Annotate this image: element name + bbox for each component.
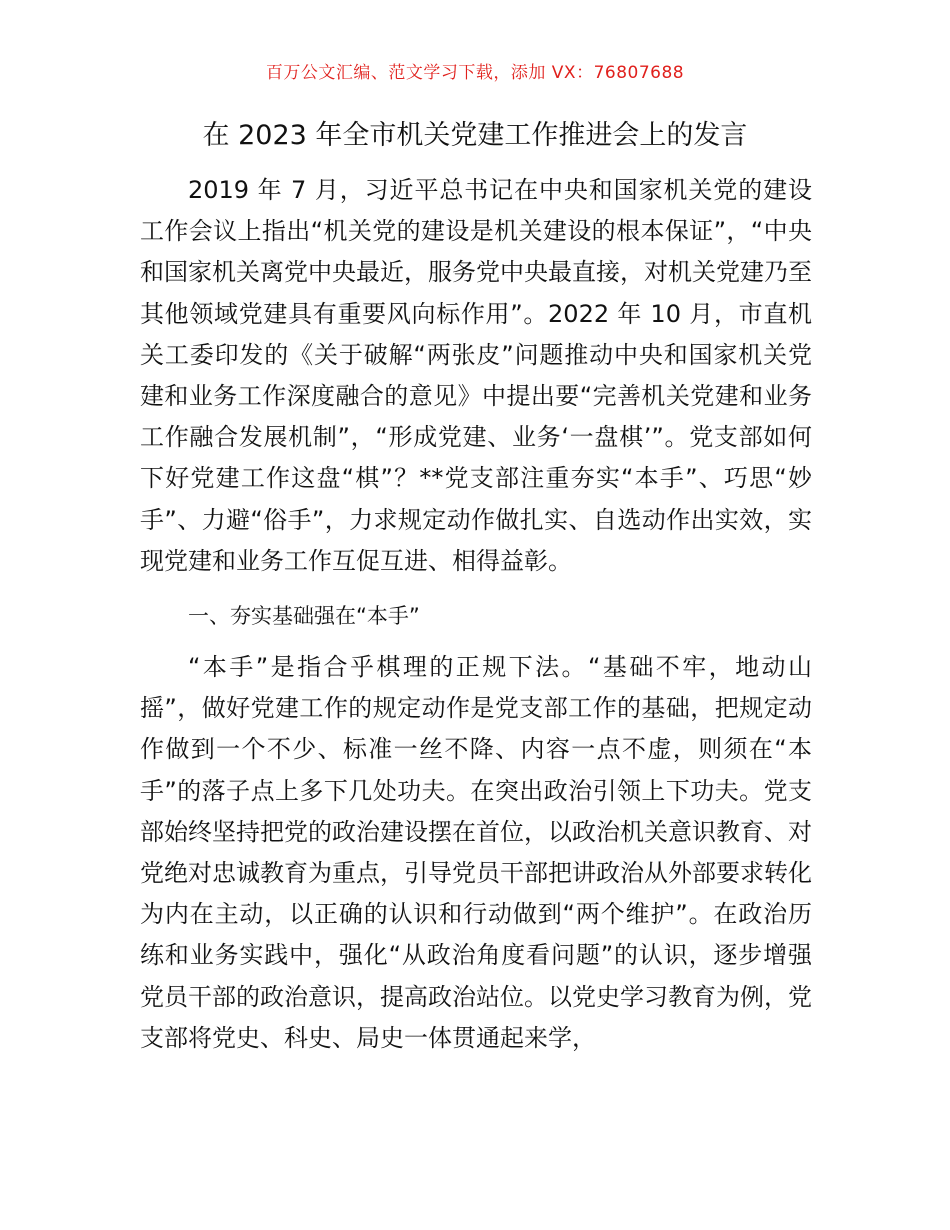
section-heading: 一、夯实基础强在“本手”: [188, 604, 420, 629]
intro-paragraph: 2019 年 7 月，习近平总书记在中央和国家机关党的建设工作会议上指出“机关党的建设是机关建设的根本保证”，“中央和国家机关离党中央最近，服务党中央最直接，对机关党建乃至其他领域党建具有重要风向标作用”。2022 年 10 月，市直机关工委印发的《关于破解“两张皮”问题推动中央和国家机关党建和业务工作深度融合的意见》中提出要“完善机关党建和业务工作融合发展机制”，“形成党建、业务‘一盘棋’”。党支部如何下好党建工作这盘“棋”？**党支部注重夯实“本手”、巧思“妙手”、力避“俗手”，力求规定动作做扎实、自选动作出实效，实现党建和业务工作互促互进、相得益彰。: [140, 176, 812, 575]
header-promo-note: 百万公文汇编、范文学习下载，添加 VX：76807688: [265, 63, 685, 83]
document-title: 在 2023 年全市机关党建工作推进会上的发言: [202, 120, 748, 151]
section-paragraph: “本手”是指合乎棋理的正规下法。“基础不牢，地动山摇”，做好党建工作的规定动作是党支部工作的基础，把规定动作做到一个不少、标准一丝不降、内容一点不虚，则须在“本手”的落子点上多下几处功夫。在突出政治引领上下功夫。党支部始终坚持把党的政治建设摆在首位，以政治机关意识教育、对党绝对忠诚教育为重点，引导党员干部把讲政治从外部要求转化为内在主动，以正确的认识和行动做到“两个维护”。在政治历练和业务实践中，强化“从政治角度看问题”的认识，逐步增强党员干部的政治意识，提高政治站位。以党史学习教育为例，党支部将党史、科史、局史一体贯通起来学，: [140, 653, 812, 1052]
document-body: [140, 170, 812, 1059]
